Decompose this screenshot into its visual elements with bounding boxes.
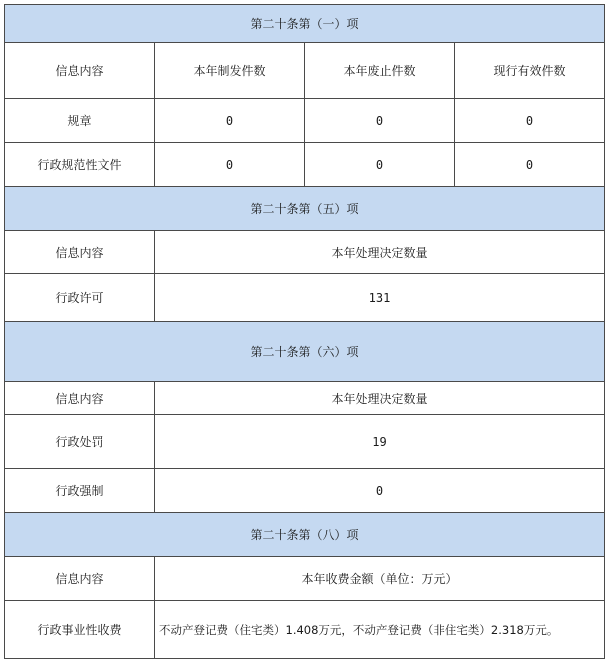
section-6-col-value: 本年处理决定数量	[155, 382, 605, 415]
section-1-column-row	[5, 43, 605, 99]
issued-count: 0	[155, 99, 305, 143]
section-1-col-issued: 本年制发件数	[155, 43, 305, 99]
table-row	[5, 601, 605, 659]
section-6-title: 第二十条第（六）项	[5, 322, 605, 382]
section-6-header-row	[5, 322, 605, 382]
section-8-column-row	[5, 557, 605, 601]
section-5-header-row	[5, 187, 605, 231]
section-8-title: 第二十条第（八）项	[5, 513, 605, 557]
disclosure-table	[4, 4, 605, 659]
row-label: 行政规范性文件	[5, 143, 155, 187]
table-row	[5, 143, 605, 187]
repealed-count: 0	[305, 143, 455, 187]
row-label: 行政事业性收费	[5, 601, 155, 659]
row-label: 规章	[5, 99, 155, 143]
section-5-column-row	[5, 231, 605, 274]
valid-count: 0	[455, 143, 605, 187]
section-5-col-value: 本年处理决定数量	[155, 231, 605, 274]
section-1-col-valid: 现行有效件数	[455, 43, 605, 99]
row-value: 19	[155, 415, 605, 469]
repealed-count: 0	[305, 99, 455, 143]
table-row	[5, 99, 605, 143]
section-6-col-info: 信息内容	[5, 382, 155, 415]
table-row	[5, 274, 605, 322]
section-5-col-info: 信息内容	[5, 231, 155, 274]
section-8-header-row	[5, 513, 605, 557]
fee-description: 不动产登记费（住宅类）1.408万元，不动产登记费（非住宅类）2.318万元。	[155, 601, 605, 659]
row-label: 行政处罚	[5, 415, 155, 469]
issued-count: 0	[155, 143, 305, 187]
section-1-title: 第二十条第（一）项	[5, 5, 605, 43]
section-5-title: 第二十条第（五）项	[5, 187, 605, 231]
section-1-col-info: 信息内容	[5, 43, 155, 99]
table-row	[5, 415, 605, 469]
row-value: 131	[155, 274, 605, 322]
section-8-col-value: 本年收费金额（单位：万元）	[155, 557, 605, 601]
table-row	[5, 469, 605, 513]
row-label: 行政许可	[5, 274, 155, 322]
row-label: 行政强制	[5, 469, 155, 513]
section-8-col-info: 信息内容	[5, 557, 155, 601]
valid-count: 0	[455, 99, 605, 143]
section-1-col-repealed: 本年废止件数	[305, 43, 455, 99]
section-6-column-row	[5, 382, 605, 415]
section-1-header-row	[5, 5, 605, 43]
row-value: 0	[155, 469, 605, 513]
